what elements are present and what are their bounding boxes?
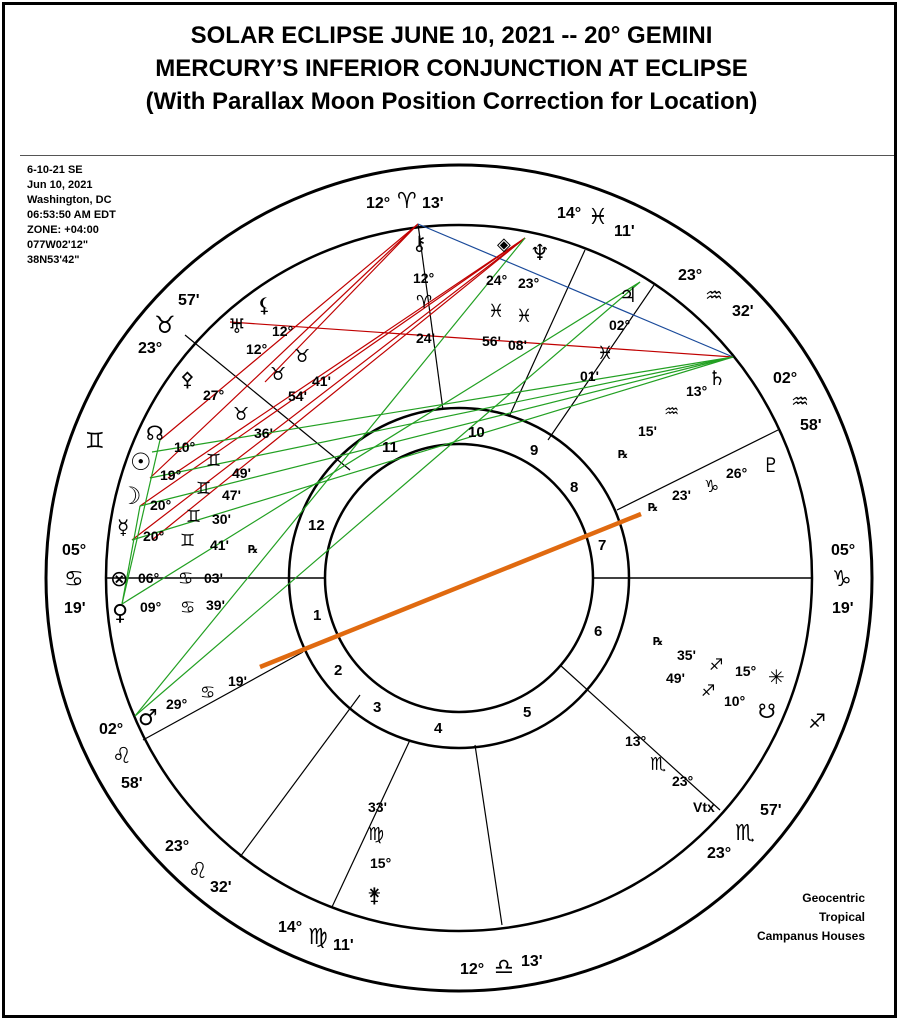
house-number-8: 8 bbox=[570, 479, 579, 496]
saturn-sign: ♒ bbox=[664, 402, 680, 422]
title-line-1: SOLAR ECLIPSE JUNE 10, 2021 -- 20° GEMINI bbox=[190, 22, 713, 49]
cusp-9-deg: 14° bbox=[557, 205, 582, 222]
vesta-deg: 15° bbox=[735, 663, 757, 679]
venus-sign: ♋ bbox=[180, 598, 196, 618]
footer-tropical: Tropical bbox=[818, 910, 865, 924]
house-number-12: 12 bbox=[308, 517, 325, 534]
south-node-glyph: ☋ bbox=[758, 699, 776, 723]
mars-sign: ♋ bbox=[200, 683, 216, 703]
neptune-deg: 23° bbox=[518, 275, 540, 291]
cusp-3-deg: 14° bbox=[278, 919, 303, 936]
cusp-2b-sign: ♌ bbox=[188, 859, 208, 884]
cusp-8-sign: ♒ bbox=[705, 283, 723, 307]
cusp-line-2b bbox=[240, 695, 360, 857]
chart-date: Jun 10, 2021 bbox=[27, 179, 93, 191]
node-sign: ♊ bbox=[206, 451, 222, 471]
chiron-deg: 12° bbox=[413, 270, 435, 286]
chart-time: 06:53:50 AM EDT bbox=[27, 209, 116, 221]
juno-glyph: ⚵ bbox=[367, 883, 382, 907]
lilith-deg: 12° bbox=[272, 323, 294, 339]
cusp-asc-sign: ♋ bbox=[64, 567, 84, 592]
chart-zone: ZONE: +04:00 bbox=[27, 224, 99, 236]
cusp-12-min: 57' bbox=[178, 292, 200, 309]
snode-min: 49' bbox=[666, 670, 685, 686]
ceres-min: 56' bbox=[482, 333, 501, 349]
cusp-mc-deg: 12° bbox=[366, 195, 391, 212]
jupiter-deg: 02° bbox=[609, 317, 631, 333]
sagittarius-sign-glyph: ♐ bbox=[808, 709, 826, 733]
juno-deg: 15° bbox=[370, 855, 392, 871]
venus-min: 39' bbox=[206, 597, 225, 613]
ceres-deg: 24° bbox=[486, 272, 508, 288]
pluto-sign: ♑ bbox=[704, 477, 720, 497]
cusp-2-deg: 02° bbox=[99, 721, 124, 738]
chiron-glyph: ⚷ bbox=[412, 231, 427, 255]
cusp-6-sign: ♏ bbox=[735, 821, 755, 846]
cusp-8-min: 32' bbox=[732, 303, 754, 320]
aspect-chiron-lilith bbox=[265, 224, 418, 382]
saturn-min: 15' bbox=[638, 423, 657, 439]
cusp-3-sign: ♍ bbox=[308, 925, 328, 950]
cusp-ic-min: 13' bbox=[521, 953, 543, 970]
vertex-glyph: Vtx bbox=[693, 799, 715, 815]
jupiter-glyph: ♃ bbox=[619, 283, 637, 307]
cusp-7b-sign: ♒ bbox=[791, 389, 809, 413]
house-ring-inner bbox=[325, 444, 593, 712]
house-number-3: 3 bbox=[373, 699, 382, 716]
moon-sign: ♊ bbox=[186, 507, 202, 527]
juno-sign: ♍ bbox=[368, 824, 385, 845]
house-number-1: 1 bbox=[313, 607, 322, 624]
sun-glyph: ☉ bbox=[130, 448, 152, 476]
house-number-4: 4 bbox=[434, 720, 443, 737]
lilith-glyph: ⚸ bbox=[257, 293, 272, 317]
part-of-fortune-glyph: ⊗ bbox=[110, 567, 129, 592]
footer-houses: Campanus Houses bbox=[756, 929, 865, 943]
uranus-deg: 12° bbox=[246, 341, 268, 357]
saturn-retro: ℞ bbox=[618, 449, 628, 461]
neptune-min: 08' bbox=[508, 337, 527, 353]
lilith-min: 41' bbox=[312, 373, 331, 389]
aspect-ceres-mars bbox=[135, 238, 525, 716]
house-number-10: 10 bbox=[468, 424, 485, 441]
venus-glyph: ♀ bbox=[112, 601, 129, 626]
jupiter-sign: ♓ bbox=[597, 343, 614, 364]
sun-sign: ♊ bbox=[196, 479, 212, 499]
vertex-min: 23° bbox=[672, 773, 694, 789]
cusp-2b-min: 32' bbox=[210, 879, 232, 896]
title-line-2: MERCURY’S INFERIOR CONJUNCTION AT ECLIPSE bbox=[155, 55, 748, 82]
pluto-deg: 26° bbox=[726, 465, 748, 481]
sun-deg: 19° bbox=[160, 467, 182, 483]
cusp-9-min: 11' bbox=[614, 223, 635, 240]
chart-place: Washington, DC bbox=[27, 194, 112, 206]
house-number-6: 6 bbox=[594, 623, 603, 640]
pof-deg: 06° bbox=[138, 570, 160, 586]
title-line-3: (With Parallax Moon Position Correction for Location) bbox=[145, 88, 758, 115]
saturn-glyph: ♄ bbox=[708, 366, 726, 390]
pluto-min: 23' bbox=[672, 487, 691, 503]
moon-min: 30' bbox=[212, 511, 231, 527]
cusp-line-4 bbox=[475, 745, 502, 925]
snode-sign: ♐ bbox=[701, 681, 716, 700]
mercury-min: 41' bbox=[210, 537, 229, 553]
cusp-2b-deg: 23° bbox=[165, 838, 190, 855]
cusp-dsc-deg: 05° bbox=[831, 542, 856, 559]
mercury-sign: ♊ bbox=[180, 531, 196, 551]
neptune-sign: ♓ bbox=[516, 306, 533, 327]
moon-glyph: ☽ bbox=[120, 482, 142, 510]
chart-latitude: 38N53'42" bbox=[27, 254, 80, 266]
venus-deg: 09° bbox=[140, 599, 162, 615]
juno-min: 33' bbox=[368, 799, 387, 815]
mars-glyph: ♂ bbox=[138, 706, 158, 731]
uranus-sign: ♉ bbox=[270, 364, 287, 385]
cusp-6-min: 57' bbox=[760, 802, 782, 819]
cusp-asc-min: 19' bbox=[64, 600, 86, 617]
mars-min: 19' bbox=[228, 673, 247, 689]
pallas-deg: 27° bbox=[203, 387, 225, 403]
sun-min: 47' bbox=[222, 487, 241, 503]
pluto-retro: ℞ bbox=[648, 502, 658, 514]
pluto-glyph: ♇ bbox=[762, 453, 780, 477]
ceres-sign: ♓ bbox=[488, 301, 505, 322]
pof-sign: ♋ bbox=[178, 569, 194, 589]
chart-longitude: 077W02'12" bbox=[27, 239, 89, 251]
cusp-mc-min: 13' bbox=[422, 195, 444, 212]
cusp-mc-sign: ♈ bbox=[397, 189, 417, 214]
cusp-2-sign: ♌ bbox=[112, 744, 132, 769]
cusp-6-deg: 23° bbox=[707, 845, 732, 862]
cusp-line-7b bbox=[617, 430, 778, 510]
cusp-ic-sign: ♎ bbox=[494, 955, 514, 980]
cusp-12-sign: ♉ bbox=[154, 311, 176, 339]
jupiter-min: 01' bbox=[580, 368, 599, 384]
chart-name: 6-10-21 SE bbox=[27, 164, 83, 176]
uranus-glyph: ♅ bbox=[228, 314, 246, 338]
cusp-9-sign: ♓ bbox=[588, 205, 608, 230]
cusp-dsc-min: 19' bbox=[832, 600, 854, 617]
cusp-2-min: 58' bbox=[121, 775, 143, 792]
mercury-retro: ℞ bbox=[248, 544, 258, 556]
lilith-sign: ♉ bbox=[294, 346, 311, 367]
cusp-dsc-sign: ♑ bbox=[832, 567, 852, 592]
neptune-glyph: ♆ bbox=[530, 241, 550, 266]
footer-geocentric: Geocentric bbox=[802, 891, 865, 905]
house-number-7: 7 bbox=[598, 537, 607, 554]
pallas-glyph: ⚴ bbox=[180, 367, 195, 391]
north-node-glyph: ☊ bbox=[146, 421, 164, 445]
nodal-highlight-line bbox=[260, 514, 641, 667]
cusp-12-deg: 23° bbox=[138, 340, 163, 357]
house-number-2: 2 bbox=[334, 662, 343, 679]
node-deg: 10° bbox=[174, 439, 196, 455]
house-number-9: 9 bbox=[530, 442, 539, 459]
aspect-jupiter-mars bbox=[135, 282, 640, 716]
house-ring-outer bbox=[289, 408, 629, 748]
moon-deg: 20° bbox=[150, 497, 172, 513]
pallas-min: 36' bbox=[254, 425, 273, 441]
vesta-min: 35' bbox=[677, 647, 696, 663]
cusp-3-min: 11' bbox=[333, 937, 354, 954]
house-number-11: 11 bbox=[382, 439, 398, 456]
vesta-sign: ♐ bbox=[709, 655, 724, 674]
chiron-sign: ♈ bbox=[416, 292, 433, 313]
vertex-sign: ♏ bbox=[650, 754, 667, 775]
cusp-ic-deg: 12° bbox=[460, 961, 485, 978]
vesta-retro: ℞ bbox=[653, 636, 663, 648]
vesta-glyph: ✳ bbox=[768, 665, 785, 689]
mercury-deg: 20° bbox=[143, 528, 165, 544]
house-number-5: 5 bbox=[523, 704, 532, 721]
mars-deg: 29° bbox=[166, 696, 188, 712]
mercury-glyph: ☿ bbox=[117, 515, 130, 539]
uranus-min: 54' bbox=[288, 388, 307, 404]
saturn-deg: 13° bbox=[686, 383, 708, 399]
snode-deg: 10° bbox=[724, 693, 746, 709]
chiron-min: 24' bbox=[416, 330, 435, 346]
house-numbers bbox=[308, 424, 606, 737]
cusp-7b-deg: 02° bbox=[773, 370, 798, 387]
ceres-glyph: ◈ bbox=[497, 234, 511, 255]
aspect-ceres-sun bbox=[168, 238, 525, 478]
cusp-8-deg: 23° bbox=[678, 267, 703, 284]
vertex-deg: 13° bbox=[625, 733, 647, 749]
cusp-7b-min: 58' bbox=[800, 417, 822, 434]
pof-min: 03' bbox=[204, 570, 223, 586]
node-min: 49' bbox=[232, 465, 251, 481]
cusp-asc-deg: 05° bbox=[62, 542, 87, 559]
pallas-sign: ♉ bbox=[233, 404, 250, 425]
gemini-sign-glyph: ♊ bbox=[85, 429, 105, 454]
